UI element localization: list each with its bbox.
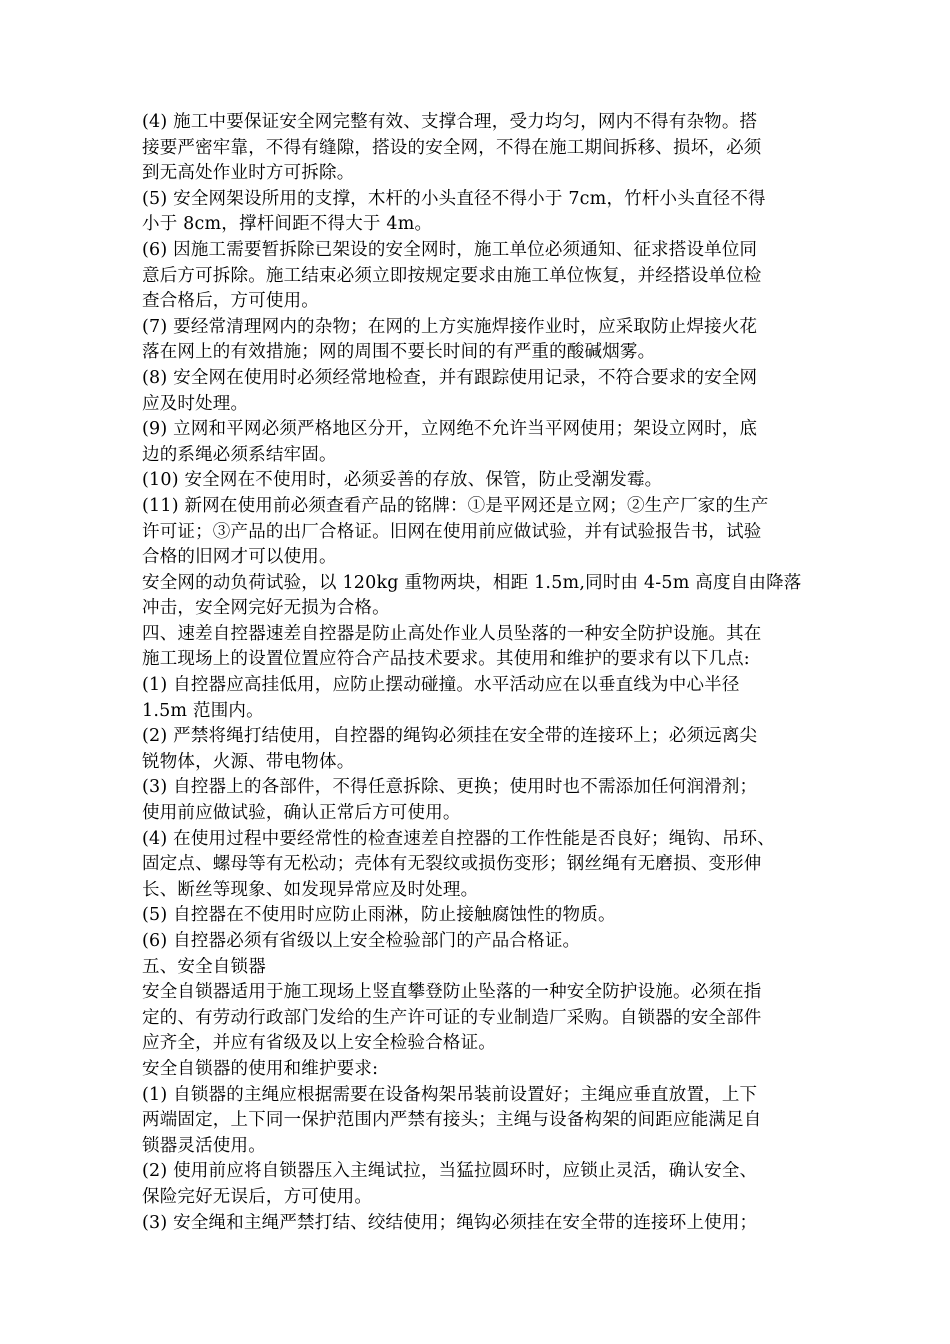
text-line: 接要严密牢靠，不得有缝隙，搭设的安全网，不得在施工期间拆移、损坏，必须 (142, 137, 762, 158)
text-line: 查合格后，方可使用。 (142, 291, 319, 312)
text-line: 意后方可拆除。施工结束必须立即按规定要求由施工单位恢复，并经搭设单位检 (142, 265, 762, 286)
text-line: (1) 自锁器的主绳应根据需要在设备构架吊装前设置好；主绳应垂直放置，上下 (142, 1084, 758, 1105)
text-line: (10) 安全网在不使用时，必须妥善的存放、保管，防止受潮发霉。 (142, 470, 663, 491)
text-line: 小于 8cm，撑杆间距不得大于 4m。 (142, 214, 433, 235)
text-line: 锁器灵活使用。 (142, 1135, 266, 1156)
text-line: 定的、有劳动行政部门发给的生产许可证的专业制造厂采购。自锁器的安全部件 (142, 1007, 762, 1028)
text-line: (6) 因施工需要暂拆除已架设的安全网时，施工单位必须通知、征求搭设单位同 (142, 239, 758, 260)
text-line: 冲击，安全网完好无损为合格。 (142, 598, 390, 619)
text-line: (9) 立网和平网必须严格地区分开，立网绝不允许当平网使用；架设立网时，底 (142, 419, 758, 440)
text-line: 施工现场上的设置位置应符合产品技术要求。其使用和维护的要求有以下几点: (142, 649, 750, 670)
text-line: (3) 自控器上的各部件，不得任意拆除、更换；使用时也不需添加任何润滑剂； (142, 777, 758, 798)
text-line: 安全网的动负荷试验，以 120kg 重物两块，相距 1.5m,同时由 4-5m 高度自由降落 (142, 572, 802, 593)
text-line: 边的系绳必须系结牢固。 (142, 444, 337, 465)
text-line: (6) 自控器必须有省级以上安全检验部门的产品合格证。 (142, 931, 581, 951)
text-line: (4) 施工中要保证安全网完整有效、支撑合理，受力均匀，网内不得有杂物。搭 (142, 112, 758, 132)
document-page (142, 110, 822, 1236)
text-line: (7) 要经常清理网内的杂物；在网的上方实施焊接作业时，应采取防止焊接火花 (142, 316, 758, 337)
text-line: 四、速差自控器速差自控器是防止高处作业人员坠落的一种安全防护设施。其在 (142, 623, 762, 644)
text-line: 锐物体，火源、带电物体。 (142, 751, 355, 772)
text-line: 应及时处理。 (142, 393, 249, 414)
text-line: (1) 自控器应高挂低用，应防止摆动碰撞。水平活动应在以垂直线为中心半径 (142, 675, 740, 696)
text-line: 固定点、螺母等有无松动；壳体有无裂纹或损伤变形；钢丝绳有无磨损、变形伸 (142, 854, 762, 875)
text-line: (5) 自控器在不使用时应防止雨淋，防止接触腐蚀性的物质。 (142, 905, 616, 926)
text-line: 安全自锁器的使用和维护要求: (142, 1058, 379, 1079)
text-line: (4) 在使用过程中要经常性的检查速差自控器的工作性能是否良好；绳钩、吊环、 (142, 828, 775, 849)
text-line: (11) 新网在使用前必须查看产品的铭牌：①是平网还是立网；②生产厂家的生产 (142, 495, 769, 516)
text-line: 五、安全自锁器 (142, 956, 266, 977)
text-line: (2) 使用前应将自锁器压入主绳试拉，当猛拉圆环时，应锁止灵活，确认安全、 (142, 1161, 758, 1182)
text-line: 长、断丝等现象、如发现异常应及时处理。 (142, 879, 479, 900)
text-line: (5) 安全网架设所用的支撑，木杆的小头直径不得小于 7cm，竹杆小头直径不得 (142, 188, 766, 209)
text-line: (8) 安全网在使用时必须经常地检查，并有跟踪使用记录，不符合要求的安全网 (142, 367, 758, 388)
text-line: (2) 严禁将绳打结使用，自控器的绳钩必须挂在安全带的连接环上；必须远离尖 (142, 726, 758, 747)
text-line: 许可证；③产品的出厂合格证。旧网在使用前应做试验，并有试验报告书，试验 (142, 521, 762, 542)
text-line: 合格的旧网才可以使用。 (142, 547, 337, 568)
text-line: 两端固定，上下同一保护范围内严禁有接头；主绳与设备构架的间距应能满足自 (142, 1110, 762, 1131)
text-line: 落在网上的有效措施；网的周围不要长时间的有严重的酸碱烟雾。 (142, 342, 656, 363)
text-line: 保险完好无误后，方可使用。 (142, 1186, 373, 1207)
text-line: 使用前应做试验，确认正常后方可使用。 (142, 803, 461, 824)
text-line: 安全自锁器适用于施工现场上竖直攀登防止坠落的一种安全防护设施。必须在指 (142, 982, 762, 1003)
text-line: 1.5m 范围内。 (142, 700, 264, 721)
text-line: 到无高处作业时方可拆除。 (142, 163, 355, 184)
text-line: 应齐全，并应有省级及以上安全检验合格证。 (142, 1033, 496, 1054)
text-line: (3) 安全绳和主绳严禁打结、绞结使用；绳钩必须挂在安全带的连接环上使用； (142, 1212, 758, 1233)
